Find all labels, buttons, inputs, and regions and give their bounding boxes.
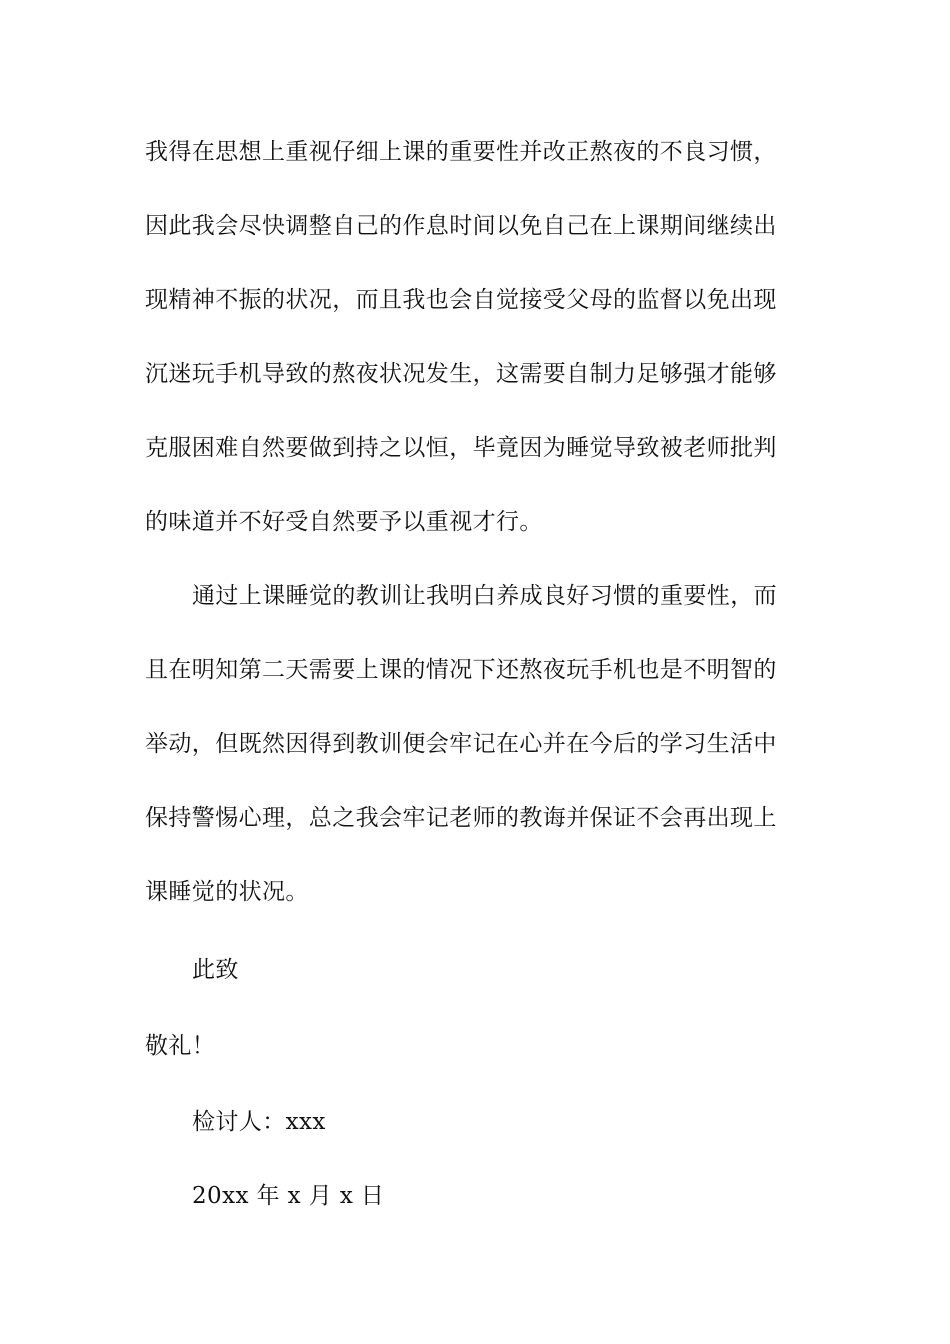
paragraph-2-line-2: 且在明知第二天需要上课的情况下还熬夜玩手机也是不明智的 [145,657,777,683]
closing-line: 此致 [192,957,239,983]
salutation-line: 敬礼！ [145,1033,216,1059]
paragraph-1-line-4: 沉迷玩手机导致的熬夜状况发生，这需要自制力足够强才能够 [145,361,777,387]
paragraph-2-line-5: 课睡觉的状况。 [145,879,309,905]
paragraph-1-line-2: 因此我会尽快调整自己的作息时间以免自己在上课期间继续出 [145,213,777,239]
paragraph-2-line-1: 通过上课睡觉的教训让我明白养成良好习惯的重要性，而 [192,583,777,609]
paragraph-1-line-5: 克服困难自然要做到持之以恒，毕竟因为睡觉导致被老师批判 [145,435,777,461]
signature-line: 检讨人：xxx [192,1109,326,1135]
paragraph-1-line-1: 我得在思想上重视仔细上课的重要性并改正熬夜的不良习惯， [145,139,777,165]
date-line: 20xx 年 x 月 x 日 [192,1183,385,1209]
paragraph-1-line-6: 的味道并不好受自然要予以重视才行。 [145,509,543,535]
paragraph-2-line-3: 举动，但既然因得到教训便会牢记在心并在今后的学习生活中 [145,731,777,757]
paragraph-1-line-3: 现精神不振的状况，而且我也会自觉接受父母的监督以免出现 [145,287,777,313]
paragraph-2-line-4: 保持警惕心理，总之我会牢记老师的教诲并保证不会再出现上 [145,805,777,831]
